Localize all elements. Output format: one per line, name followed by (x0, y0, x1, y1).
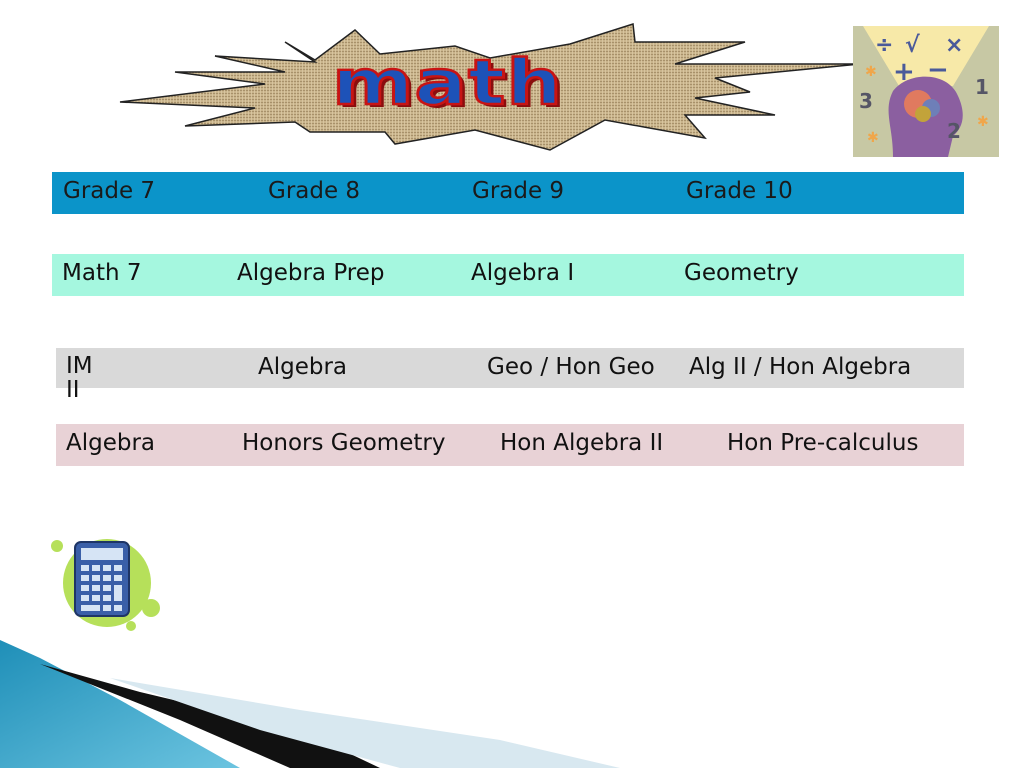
star-icon: ✱ (977, 114, 989, 130)
alg-ii-hon-algebra-cell: Alg II / Hon Algebra (689, 354, 912, 380)
digit-three: 3 (859, 89, 873, 113)
algebra-prep-cell: Algebra Prep (237, 260, 385, 286)
calculator-icon (45, 536, 163, 636)
times-symbol: × (945, 33, 964, 58)
hon-pre-calculus-cell: Hon Pre-calculus (727, 430, 919, 456)
grade-levels-row (52, 172, 964, 214)
algebra-cell: Algebra (258, 354, 348, 380)
grade-9-cell: Grade 9 (472, 178, 565, 204)
root-symbol: √ (905, 33, 920, 58)
digit-two: 2 (947, 119, 961, 143)
algebra-honors-track-cell: Algebra (66, 430, 156, 456)
star-icon: ✱ (865, 64, 877, 80)
algebra-i-cell: Algebra I (471, 260, 575, 286)
grade-10-cell: Grade 10 (686, 178, 793, 204)
grade-7-cell: Grade 7 (63, 178, 156, 204)
integrated-courses-row (56, 348, 964, 403)
standard-courses-row (52, 254, 964, 296)
page-title: math (332, 47, 563, 119)
math-brain-image (853, 26, 999, 157)
digit-one: 1 (975, 75, 989, 99)
geometry-cell: Geometry (684, 260, 799, 286)
grade-8-cell: Grade 8 (268, 178, 361, 204)
math-7-cell: Math 7 (62, 260, 142, 286)
divide-symbol: ÷ (875, 33, 894, 58)
plus-symbol: + (893, 57, 915, 87)
honors-geometry-cell: Honors Geometry (242, 430, 446, 456)
honors-courses-row (56, 424, 964, 466)
minus-symbol: − (927, 55, 949, 85)
star-icon: ✱ (867, 130, 879, 146)
corner-swoosh-decoration (0, 640, 620, 768)
hon-algebra-ii-cell: Hon Algebra II (500, 430, 664, 456)
geo-hon-geo-cell: Geo / Hon Geo (487, 354, 655, 380)
im-ii-cell: IM II (66, 353, 93, 403)
